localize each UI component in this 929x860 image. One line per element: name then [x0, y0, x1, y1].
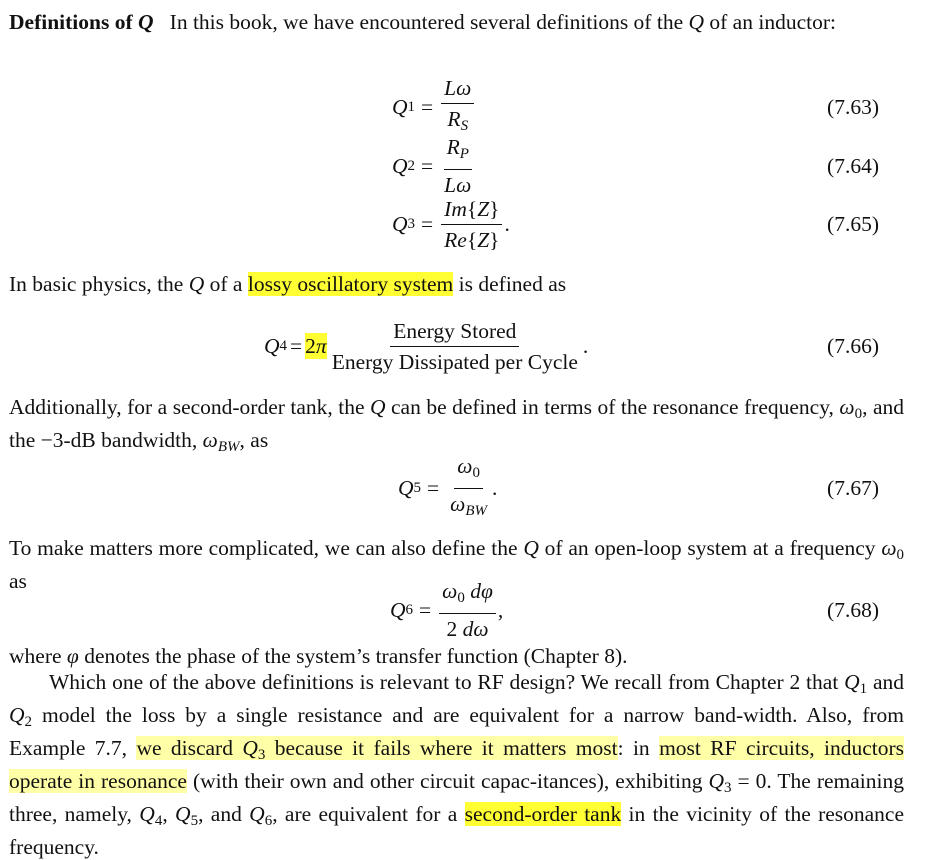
equation-number: (7.65) [827, 212, 879, 236]
equation-number: (7.64) [827, 154, 879, 178]
highlight-lossy-oscillatory-system: lossy oscillatory system [247, 272, 454, 296]
equation-number: (7.67) [827, 476, 879, 500]
where-paragraph: where φ denotes the phase of the system’s transfer function (Chapter 8). [9, 644, 628, 668]
equation-7-68: Q 6 = $\frac{\omega_0 d\varphi}{2 d\omega}$ , (7.68) [390, 579, 879, 641]
highlight-two-pi: 2π [305, 334, 327, 358]
additionally-paragraph: Additionally, for a second-order tank, the Q can be defined in terms of the resonance frequency, $\omega_0$, and the −3-dB bandwidth, $\omega_{BW}$, as [9, 395, 904, 455]
equation-7-64: Q 2 = $\frac{R_P}{L\omega}$ (7.64) [392, 135, 879, 197]
intro-paragraph: Definitions of Q In this book, we have encountered several definitions of the Q of an inductor: [9, 10, 836, 34]
section-heading: Definitions of Q [9, 10, 154, 34]
equation-7-67: Q 5 = $\frac{\omega_0}{\omega_{BW}}$ . (7.67) [398, 453, 879, 519]
equation-7-63: Q 1 = $\frac{L\omega}{R_S}$ (7.63) [392, 76, 879, 134]
highlight-rf-resonance: most RF circuits, inductors operate in resonance [9, 736, 904, 793]
equation-number: (7.66) [827, 334, 879, 358]
highlight-second-order-tank: second-order tank [464, 802, 622, 826]
equation-7-65: Q 3 = $\frac{Im\{Z\}}{Re\{Z\}}$ . (7.65) [392, 196, 879, 252]
equation-number: (7.68) [827, 598, 879, 622]
which-paragraph: Which one of the above definitions is relevant to RF design? We recall from Chapter 2 that $Q_1$ and $Q_2$ model the loss by a single resistance and are equivalent for a narrow band-width. Also, from Example 7.7, we discard $Q_3$ because it fails where it matters most: in most RF circuits, inductors operate in resonance (with their own and other circuit capac-itances), exhibiting $Q_3 = 0$. The remaining three, namely, $Q_4$, $Q_5$, and $Q_6$, are equivalent for a second-order tank in the vicinity of the resonance frequency. [9, 670, 905, 859]
complicated-paragraph: To make matters more complicated, we can also define the Q of an open-loop system at a frequency $\omega_0$ as [9, 536, 904, 593]
highlight-discard-q3: we discard $Q_3$ because it fails where it matters most [136, 736, 618, 763]
physics-paragraph: In basic physics, the Q of a lossy oscillatory system is defined as [9, 272, 567, 296]
equation-number: (7.63) [827, 95, 879, 119]
equation-7-66: Q 4 = 2π $\frac{\text{Energy Stored}}{\text{Energy Dissipated per Cycle}}$ . (7.66) [264, 318, 879, 374]
